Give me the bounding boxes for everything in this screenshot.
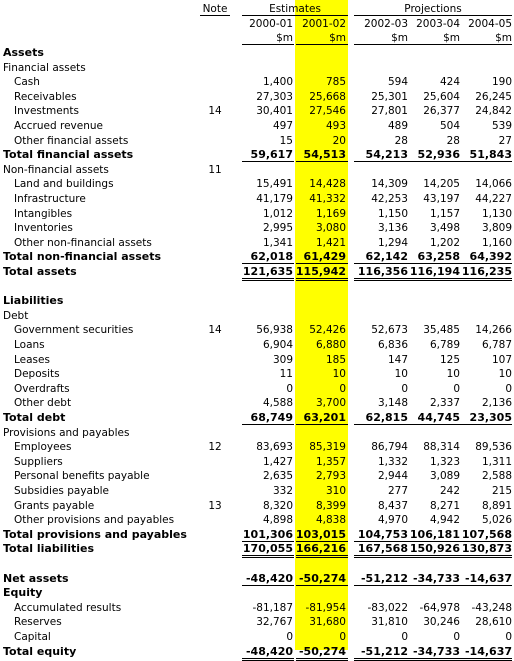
unit-header: $m [443,32,460,44]
unit-header: $m [391,32,408,44]
cell-value: -34,733 [412,571,460,585]
cell-value: 103,015 [295,527,346,541]
cell-value: 0 [505,382,512,395]
cell-value: 1,157 [429,207,460,220]
cell-value: 27,303 [256,90,293,103]
row-label: Deposits [14,368,60,381]
cell-value: -48,420 [245,571,293,585]
unit-header: $m [329,32,346,44]
table-row [0,294,514,308]
cell-value: 27,546 [309,105,346,118]
cell-value: 150,926 [409,542,460,556]
cell-value: 0 [401,631,408,643]
cell-value: 20 [332,134,346,147]
table-row [0,46,514,60]
cell-value: 2,995 [262,222,293,235]
row-label: Accumulated results [14,601,122,614]
unit-header: $m [495,32,512,44]
cell-value: 0 [339,382,346,395]
cell-value: 10 [394,368,408,381]
year-header-row [0,17,514,31]
cell-value: -51,212 [360,644,408,658]
cell-value: 1,169 [315,207,346,220]
table-row [0,90,514,104]
row-label: Intangibles [14,207,73,220]
row-label: Investments [14,105,79,118]
cell-value: 2,944 [377,470,408,483]
total-rule [296,660,348,661]
cell-value: -50,274 [298,571,346,585]
table-row [0,119,514,133]
row-label: Total equity [3,644,77,658]
cell-value: 30,401 [256,105,293,118]
total-rule [406,660,458,661]
cell-value: 25,668 [309,90,346,103]
table-row [0,148,514,162]
estimates-group-header: Estimates [269,3,321,15]
row-label: Other financial assets [14,134,129,147]
total-rule [354,658,406,659]
unit-header: $m [276,32,293,44]
row-label: Personal benefits payable [14,470,150,483]
cell-value: 3,498 [429,222,460,235]
row-label: Net assets [3,571,69,585]
cell-value: 14,309 [371,178,408,191]
cell-value: 1,150 [377,207,408,220]
table-row [0,499,514,513]
unit-header-rule [354,44,406,45]
cell-value: 28 [446,134,460,147]
cell-value: 309 [272,353,293,366]
projections-group-header: Projections [404,3,462,15]
cell-value: 107,568 [461,527,512,541]
cell-value: 89,536 [475,441,512,454]
note-ref: 12 [208,441,222,454]
cell-value: 116,356 [357,265,408,278]
row-label: Leases [14,353,50,366]
cell-value: 116,235 [461,265,512,278]
cell-value: -14,637 [464,644,512,658]
cell-value: 64,392 [469,250,512,264]
note-ref: 13 [208,499,222,512]
cell-value: 1,400 [262,76,293,89]
row-label: Suppliers [14,455,63,468]
cell-value: 26,245 [475,90,512,103]
row-label: Cash [14,76,40,89]
cell-value: 1,202 [429,236,460,249]
table-row [0,396,514,410]
cell-value: 5,026 [481,514,512,527]
cell-value: 62,018 [250,250,293,264]
cell-value: 3,809 [481,222,512,235]
cell-value: 125 [439,353,460,366]
cell-value: 1,341 [262,236,293,249]
table-row [0,192,514,206]
row-label: Inventories [14,222,73,235]
table-row [0,572,514,586]
row-label: Debt [3,309,29,322]
cell-value: 106,181 [409,527,460,541]
table-row [0,469,514,483]
note-header-rule [200,15,230,16]
table-row [0,601,514,615]
cell-value: 1,294 [377,236,408,249]
cell-value: 215 [491,485,512,497]
cell-value: 6,880 [315,339,346,351]
cell-value: 1,427 [262,455,293,468]
row-label: Employees [14,441,72,454]
year-header: 2004-05 [468,18,512,30]
cell-value: 3,148 [377,397,408,410]
note-column-header: Note [202,3,228,15]
row-label: Subsidies payable [14,485,110,497]
cell-value: 56,938 [256,324,293,337]
cell-value: 1,160 [481,236,512,249]
cell-value: 1,421 [315,236,346,249]
year-header: 2001-02 [302,18,346,30]
cell-value: 1,311 [481,455,512,468]
cell-value: 4,838 [315,514,346,527]
cell-value: 63,201 [303,411,346,424]
cell-value: 62,142 [365,250,408,264]
cell-value: 54,213 [365,148,408,162]
cell-value: 25,604 [423,90,460,103]
cell-value: 6,789 [429,339,460,351]
cell-value: 115,942 [295,265,346,278]
table-row [0,236,514,250]
table-row [0,309,514,323]
cell-value: -50,274 [298,644,346,658]
cell-value: 8,437 [377,499,408,512]
row-label: Total financial assets [3,148,134,162]
cell-value: 83,693 [256,441,293,454]
table-row [0,250,514,264]
cell-value: 8,320 [262,499,293,512]
cell-value: 539 [491,120,512,132]
cell-value: -14,637 [464,571,512,585]
total-rule [458,660,512,661]
table-row [0,586,514,600]
cell-value: 0 [286,382,293,395]
cell-value: 277 [387,485,408,497]
table-row [0,104,514,118]
cell-value: 104,753 [357,527,408,541]
total-rule [354,660,406,661]
cell-value: 63,258 [417,250,460,264]
cell-value: 10 [446,368,460,381]
cell-value: 14,428 [309,178,346,191]
cell-value: 52,673 [371,324,408,337]
cell-value: 116,194 [409,265,460,278]
cell-value: 68,749 [250,411,293,424]
table-row [0,221,514,235]
unit-header-rule [242,44,294,45]
row-label: Other debt [14,397,72,410]
cell-value: 35,485 [423,324,460,337]
cell-value: -83,022 [367,601,408,614]
cell-value: 2,136 [481,397,512,410]
row-label: Liabilities [3,294,64,308]
cell-value: 130,873 [461,542,512,556]
row-label: Other provisions and payables [14,514,175,527]
cell-value: 30,246 [423,616,460,629]
cell-value: 497 [272,120,293,132]
row-label: Provisions and payables [3,426,130,439]
year-header: 2000-01 [249,18,293,30]
total-rule [296,658,348,659]
table-row [0,630,514,644]
header-group-row [0,2,514,16]
row-label: Accrued revenue [14,120,103,132]
row-label: Total assets [3,265,77,278]
cell-value: -81,954 [305,601,346,614]
total-rule [242,658,294,659]
cell-value: 52,426 [309,324,346,337]
total-rule [406,658,458,659]
cell-value: 28 [394,134,408,147]
table-row [0,382,514,396]
cell-value: 0 [401,382,408,395]
cell-value: 4,898 [262,514,293,527]
cell-value: 147 [387,353,408,366]
table-row [0,61,514,75]
cell-value: 3,136 [377,222,408,235]
row-label: Loans [14,339,45,351]
cell-value: 44,227 [475,193,512,205]
cell-value: 4,588 [262,397,293,410]
cell-value: 27,801 [371,105,408,118]
cell-value: 489 [387,120,408,132]
cell-value: 190 [491,76,512,89]
cell-value: 8,891 [481,499,512,512]
cell-value: 4,942 [429,514,460,527]
cell-value: -81,187 [252,601,293,614]
table-row [0,455,514,469]
unit-header-rule [406,44,458,45]
row-label: Assets [3,46,44,59]
total-rule [242,660,294,661]
table-row [0,528,514,542]
cell-value: 2,337 [429,397,460,410]
cell-value: 14,266 [475,324,512,337]
row-label: Infrastructure [14,193,86,205]
table-row [0,484,514,498]
unit-header-rule [296,44,348,45]
total-rule [458,658,512,659]
row-label: Financial assets [3,61,86,74]
cell-value: 2,635 [262,470,293,483]
cell-value: 310 [325,485,346,497]
unit-header-rule [458,44,512,45]
row-label: Total liabilities [3,542,95,556]
cell-value: 51,843 [469,148,512,162]
note-ref: 14 [208,105,222,118]
cell-value: 0 [453,382,460,395]
row-label: Capital [14,631,51,643]
cell-value: 1,323 [429,455,460,468]
cell-value: 101,306 [242,527,293,541]
cell-value: 121,635 [242,265,293,278]
note-ref: 11 [208,163,222,176]
row-label: Total provisions and payables [3,527,187,541]
cell-value: -51,212 [360,571,408,585]
row-label: Total debt [3,411,66,424]
row-label: Government securities [14,324,134,337]
table-row [0,542,514,556]
cell-value: 3,700 [315,397,346,410]
cell-value: -48,420 [245,644,293,658]
cell-value: 493 [325,120,346,132]
cell-value: 6,904 [262,339,293,351]
cell-value: 185 [325,353,346,366]
table-row [0,411,514,425]
projections-header-rule [354,15,512,16]
cell-value: 785 [325,76,346,89]
cell-value: 15,491 [256,178,293,191]
table-row [0,615,514,629]
cell-value: 10 [332,368,346,381]
cell-value: 31,680 [309,616,346,629]
table-row [0,338,514,352]
cell-value: 3,080 [315,222,346,235]
table-row [0,645,514,659]
cell-value: 54,513 [303,148,346,162]
cell-value: 41,179 [256,193,293,205]
cell-value: 10 [498,368,512,381]
cell-value: -43,248 [471,601,512,614]
cell-value: 31,810 [371,616,408,629]
cell-value: 166,216 [295,542,346,556]
cell-value: 61,429 [303,250,346,264]
cell-value: 85,319 [309,441,346,454]
cell-value: 107 [491,353,512,366]
cell-value: 6,787 [481,339,512,351]
cell-value: 32,767 [256,616,293,629]
cell-value: 26,377 [423,105,460,118]
year-header: 2003-04 [416,18,460,30]
note-ref: 14 [208,324,222,337]
table-row [0,163,514,177]
table-row [0,513,514,527]
cell-value: 59,617 [250,148,293,162]
spacer-row [0,280,514,294]
cell-value: 1,130 [481,207,512,220]
cell-value: 88,314 [423,441,460,454]
cell-value: 14,066 [475,178,512,191]
table-row [0,440,514,454]
table-row [0,265,514,279]
table-row [0,323,514,337]
cell-value: 0 [505,631,512,643]
cell-value: 4,970 [377,514,408,527]
cell-value: 0 [453,631,460,643]
year-header: 2002-03 [364,18,408,30]
table-row [0,426,514,440]
cell-value: 11 [279,368,293,381]
cell-value: 86,794 [371,441,408,454]
row-label: Other non-financial assets [14,236,152,249]
cell-value: 25,301 [371,90,408,103]
row-label: Non-financial assets [3,163,109,176]
table-row [0,353,514,367]
row-label: Reserves [14,616,62,629]
cell-value: 24,842 [475,105,512,118]
cell-value: 332 [272,485,293,497]
cell-value: 41,332 [309,193,346,205]
cell-value: 170,055 [242,542,293,556]
table-row [0,134,514,148]
cell-value: 14,205 [423,178,460,191]
cell-value: -64,978 [419,601,460,614]
cell-value: 52,936 [417,148,460,162]
row-label: Grants payable [14,499,95,512]
cell-value: 167,568 [357,542,408,556]
estimates-header-rule [242,15,348,16]
cell-value: 594 [387,76,408,89]
cell-value: 28,610 [475,616,512,629]
cell-value: 242 [439,485,460,497]
cell-value: 3,089 [429,470,460,483]
cell-value: 15 [279,134,293,147]
cell-value: 6,836 [377,339,408,351]
row-label: Equity [3,586,43,600]
cell-value: 424 [439,76,460,89]
cell-value: 27 [498,134,512,147]
cell-value: -34,733 [412,644,460,658]
cell-value: 2,793 [315,470,346,483]
row-label: Total non-financial assets [3,250,162,264]
cell-value: 1,357 [315,455,346,468]
cell-value: 2,588 [481,470,512,483]
cell-value: 1,332 [377,455,408,468]
cell-value: 8,271 [429,499,460,512]
cell-value: 8,399 [315,499,346,512]
row-label: Overdrafts [14,382,70,395]
cell-value: 0 [286,631,293,643]
cell-value: 1,012 [262,207,293,220]
cell-value: 0 [339,631,346,643]
cell-value: 62,815 [365,411,408,424]
table-row [0,367,514,381]
table-row [0,207,514,221]
table-row [0,177,514,191]
table-row [0,75,514,89]
cell-value: 504 [439,120,460,132]
row-label: Land and buildings [14,178,114,191]
cell-value: 43,197 [423,193,460,205]
cell-value: 23,305 [469,411,512,424]
spacer-row [0,557,514,571]
unit-header-row [0,31,514,45]
row-label: Receivables [14,90,77,103]
cell-value: 42,253 [371,193,408,205]
cell-value: 44,745 [417,411,460,424]
